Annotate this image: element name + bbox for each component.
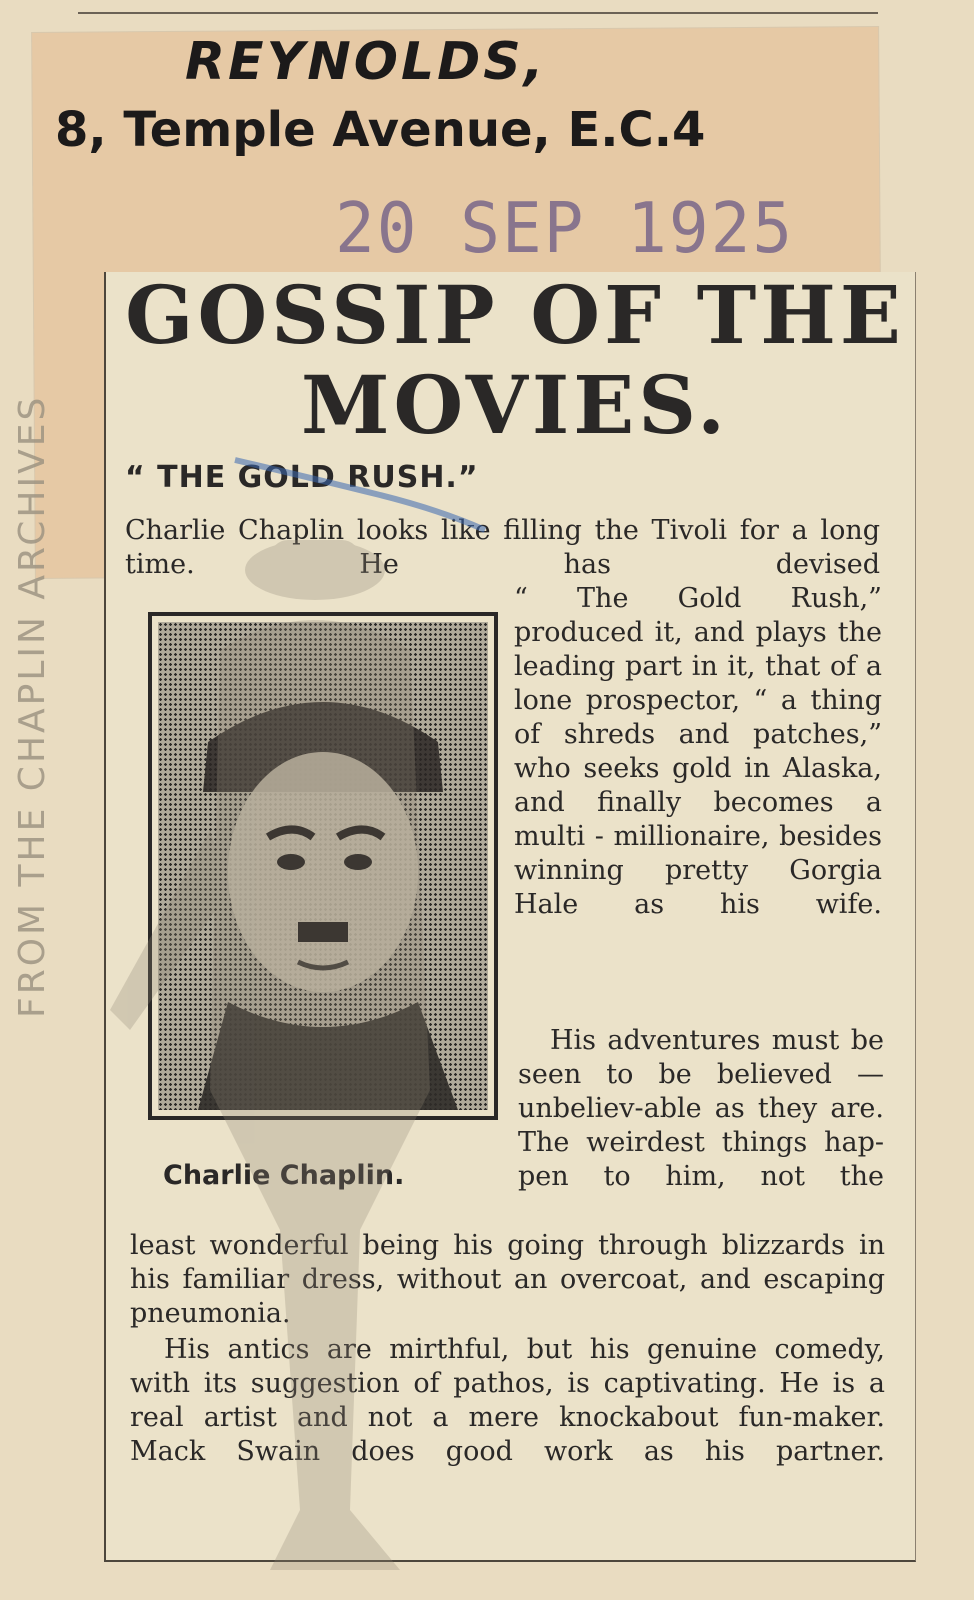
article-subheading: “ THE GOLD RUSH.” xyxy=(125,460,479,495)
publisher-address: 8, Temple Avenue, E.C.4 xyxy=(55,102,706,158)
paragraph-2-full: least wonderful being his going through blizzards in his familiar dress, without an overcoat, and escaping pneumonia. xyxy=(130,1230,885,1329)
publisher-name: REYNOLDS, xyxy=(185,32,547,92)
paragraph-2-side: His adventures must be seen to be believed — unbeliev-able as they are. The weirdest things hap-pen to him, not the xyxy=(518,1025,884,1192)
photo-frame xyxy=(148,612,498,1120)
paragraph-1-lead: Charlie Chaplin looks like filling the Tivoli for a long time. He has devised xyxy=(125,515,880,580)
headline-line-2: MOVIES. xyxy=(300,358,730,452)
archive-watermark: FROM THE CHAPLIN ARCHIVES xyxy=(12,394,53,1018)
date-stamp: 20 SEP 1925 xyxy=(335,188,795,269)
photo-caption: Charlie Chaplin. xyxy=(163,1160,405,1191)
headline-line-1: GOSSIP OF THE xyxy=(125,268,905,362)
paragraph-1-side: “ The Gold Rush,” produced it, and plays the leading part in it, that of a lone prospector, “ a thing of shreds and patches,” who seeks gold in Alaska, and finally becomes a multi - millionaire, besides winning pretty Gorgia Hale as his wife. xyxy=(514,583,882,920)
portrait-illustration xyxy=(158,622,488,1110)
top-rule xyxy=(78,0,878,14)
chaplin-portrait xyxy=(158,622,488,1110)
article-headline xyxy=(125,270,905,450)
paragraph-3: His antics are mirthful, but his genuine comedy, with its suggestion of pathos, is captivating. He is a real artist and not a mere knockabout fun-maker. Mack Swain does good work as his partner. xyxy=(130,1334,885,1467)
